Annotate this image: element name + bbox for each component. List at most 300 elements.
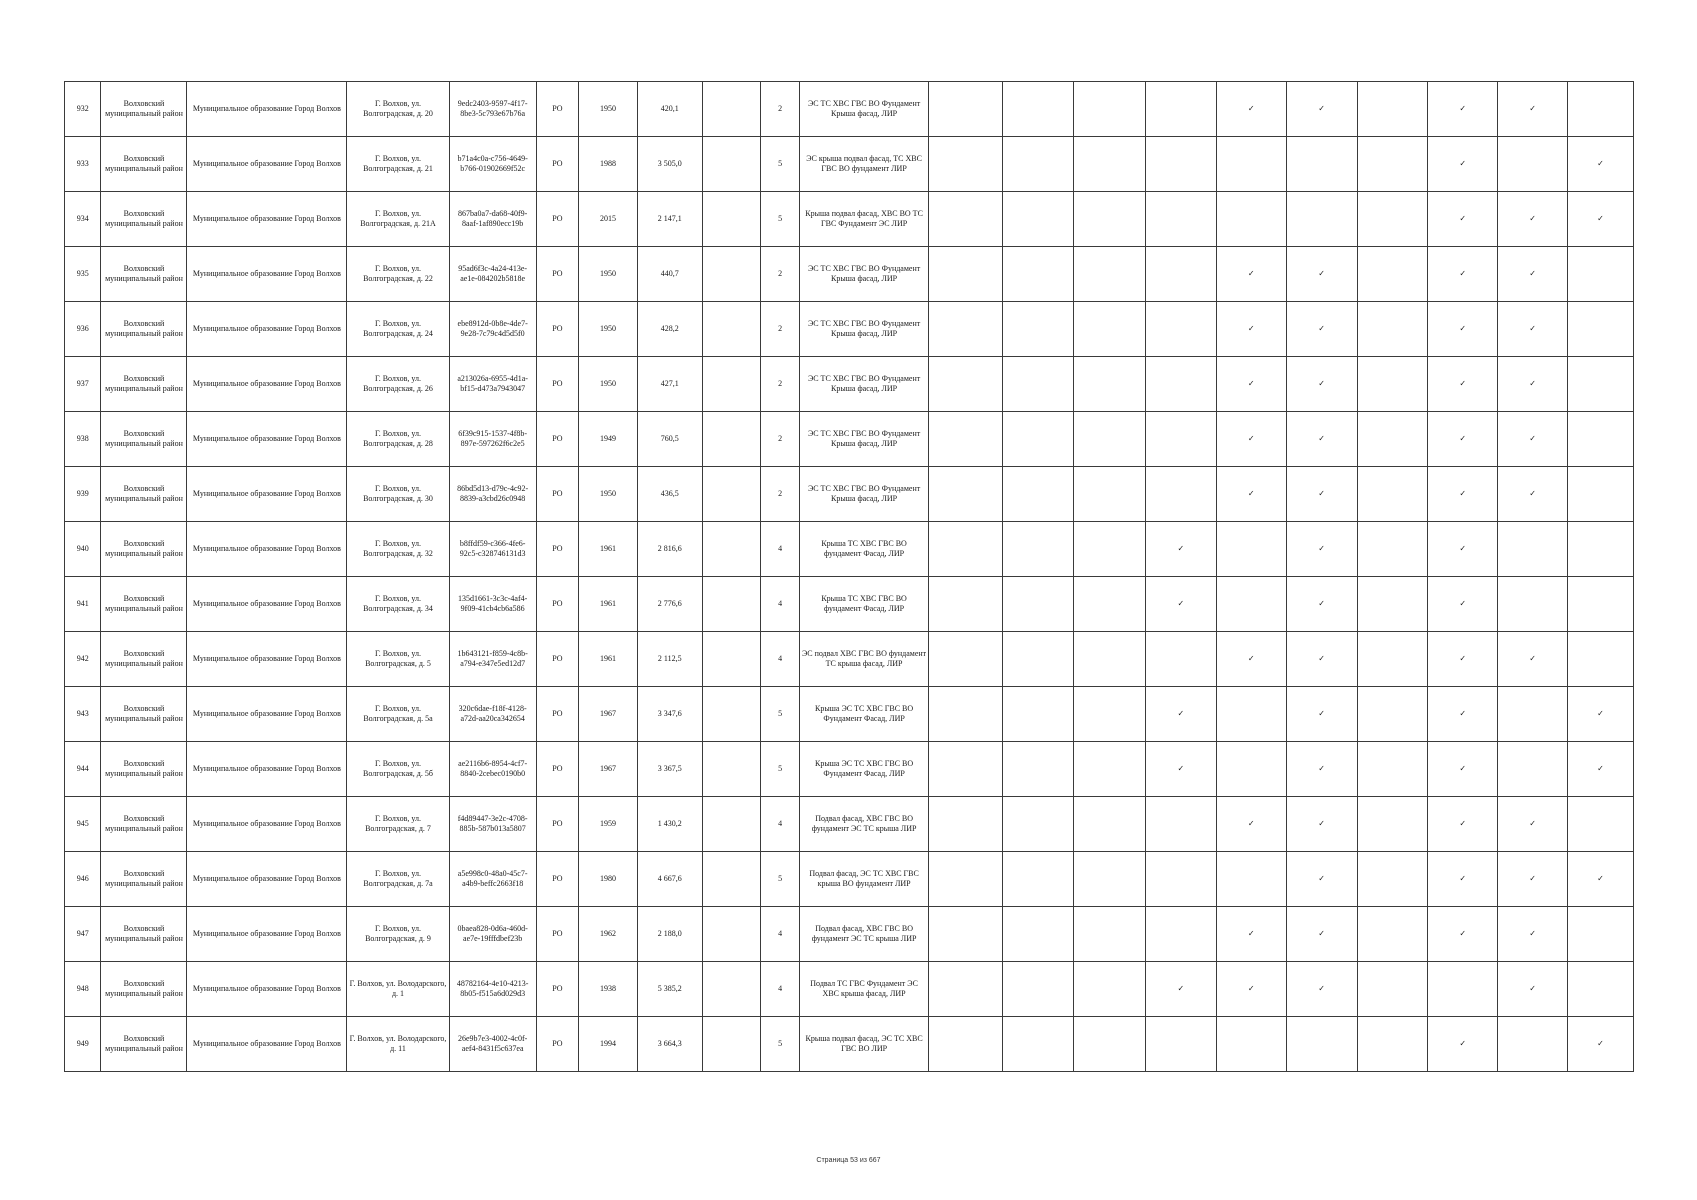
build-year-cell: 1950 (579, 302, 638, 357)
funding-type-cell: РО (536, 742, 579, 797)
check-mark-icon: ✓ (1498, 797, 1568, 852)
check-mark-icon: ✓ (1145, 742, 1216, 797)
empty-check-cell (929, 577, 1003, 632)
check-mark-icon: ✓ (1286, 302, 1357, 357)
table-row (65, 907, 1634, 962)
check-mark-icon: ✓ (1286, 577, 1357, 632)
house-guid-cell: 320c6dae-f18f-4128-a72d-aa20ca342654 (449, 687, 536, 742)
district-cell: Волховский муниципальный район (101, 577, 187, 632)
check-mark-icon: ✓ (1286, 797, 1357, 852)
table-body (65, 82, 1634, 1072)
funding-type-cell: РО (536, 687, 579, 742)
works-list-cell: ЭС ТС ХВС ГВС ВО Фундамент Крыша фасад, ЛИР (799, 247, 929, 302)
empty-check-cell (1357, 577, 1428, 632)
table-row (65, 467, 1634, 522)
total-area-cell: 2 112,5 (637, 632, 702, 687)
works-list-cell: Крыша ЭС ТС ХВС ГВС ВО Фундамент Фасад, ЛИР (799, 742, 929, 797)
check-mark-icon: ✓ (1286, 522, 1357, 577)
house-guid-cell: ebe8912d-0b8e-4de7-9e28-7c79c4d5d5f0 (449, 302, 536, 357)
empty-check-cell (1286, 137, 1357, 192)
works-list-cell: ЭС ТС ХВС ГВС ВО Фундамент Крыша фасад, ЛИР (799, 412, 929, 467)
district-cell: Волховский муниципальный район (101, 467, 187, 522)
empty-check-cell (1074, 522, 1146, 577)
empty-check-cell (1003, 687, 1074, 742)
row-number: 932 (65, 82, 101, 137)
floors-cell: 5 (761, 852, 799, 907)
empty-check-cell (1357, 907, 1428, 962)
check-mark-icon: ✓ (1498, 82, 1568, 137)
empty-check-cell (1357, 412, 1428, 467)
empty-check-cell (1145, 412, 1216, 467)
works-list-cell: ЭС ТС ХВС ГВС ВО Фундамент Крыша фасад, ЛИР (799, 302, 929, 357)
district-cell: Волховский муниципальный район (101, 302, 187, 357)
empty-check-cell (1568, 357, 1634, 412)
empty-check-cell (929, 192, 1003, 247)
empty-cell (702, 687, 761, 742)
address-cell: Г. Волхов, ул. Володарского, д. 1 (347, 962, 449, 1017)
works-list-cell: ЭС ТС ХВС ГВС ВО Фундамент Крыша фасад, ЛИР (799, 82, 929, 137)
empty-check-cell (1357, 357, 1428, 412)
check-mark-icon: ✓ (1568, 192, 1634, 247)
row-number: 936 (65, 302, 101, 357)
empty-check-cell (1357, 302, 1428, 357)
house-guid-cell: a213026a-6955-4d1a-bf15-d473a7943047 (449, 357, 536, 412)
empty-check-cell (929, 522, 1003, 577)
empty-check-cell (1498, 137, 1568, 192)
empty-check-cell (1568, 522, 1634, 577)
row-number: 934 (65, 192, 101, 247)
floors-cell: 4 (761, 632, 799, 687)
check-mark-icon: ✓ (1428, 852, 1498, 907)
district-cell: Волховский муниципальный район (101, 192, 187, 247)
municipality-cell: Муниципальное образование Город Волхов (187, 82, 347, 137)
check-mark-icon: ✓ (1216, 412, 1286, 467)
funding-type-cell: РО (536, 467, 579, 522)
house-guid-cell: b71a4c0a-c756-4649-b766-01902669f52c (449, 137, 536, 192)
table-row (65, 852, 1634, 907)
empty-check-cell (1145, 797, 1216, 852)
table-row (65, 302, 1634, 357)
funding-type-cell: РО (536, 852, 579, 907)
address-cell: Г. Волхов, ул. Волгоградская, д. 24 (347, 302, 449, 357)
capital-repair-table (64, 81, 1634, 1072)
works-list-cell: Подвал ТС ГВС Фундамент ЭС ХВС крыша фасад, ЛИР (799, 962, 929, 1017)
check-mark-icon: ✓ (1568, 137, 1634, 192)
municipality-cell: Муниципальное образование Город Волхов (187, 357, 347, 412)
works-list-cell: Подвал фасад, ЭС ТС ХВС ГВС крыша ВО фундамент ЛИР (799, 852, 929, 907)
table-row (65, 192, 1634, 247)
total-area-cell: 760,5 (637, 412, 702, 467)
empty-check-cell (1568, 632, 1634, 687)
district-cell: Волховский муниципальный район (101, 632, 187, 687)
build-year-cell: 1961 (579, 632, 638, 687)
check-mark-icon: ✓ (1145, 687, 1216, 742)
empty-check-cell (1216, 742, 1286, 797)
table-row (65, 82, 1634, 137)
empty-check-cell (1357, 82, 1428, 137)
empty-check-cell (1074, 687, 1146, 742)
build-year-cell: 1950 (579, 247, 638, 302)
build-year-cell: 1938 (579, 962, 638, 1017)
district-cell: Волховский муниципальный район (101, 742, 187, 797)
empty-cell (702, 522, 761, 577)
empty-cell (702, 467, 761, 522)
check-mark-icon: ✓ (1498, 632, 1568, 687)
house-guid-cell: 95ad6f3c-4a24-413e-ae1e-084202b5818e (449, 247, 536, 302)
works-list-cell: Крыша ЭС ТС ХВС ГВС ВО Фундамент Фасад, ЛИР (799, 687, 929, 742)
row-number: 942 (65, 632, 101, 687)
empty-check-cell (929, 1017, 1003, 1072)
empty-check-cell (1145, 192, 1216, 247)
empty-check-cell (1145, 852, 1216, 907)
check-mark-icon: ✓ (1145, 522, 1216, 577)
empty-check-cell (1568, 82, 1634, 137)
check-mark-icon: ✓ (1286, 852, 1357, 907)
empty-check-cell (1074, 742, 1146, 797)
empty-check-cell (1568, 467, 1634, 522)
check-mark-icon: ✓ (1498, 852, 1568, 907)
empty-check-cell (1498, 522, 1568, 577)
build-year-cell: 1988 (579, 137, 638, 192)
municipality-cell: Муниципальное образование Город Волхов (187, 137, 347, 192)
house-guid-cell: 86bd5d13-d79c-4c92-8839-a3cbd26c0948 (449, 467, 536, 522)
build-year-cell: 1950 (579, 357, 638, 412)
empty-check-cell (1145, 632, 1216, 687)
build-year-cell: 1980 (579, 852, 638, 907)
empty-check-cell (1216, 192, 1286, 247)
address-cell: Г. Волхов, ул. Волгоградская, д. 5 (347, 632, 449, 687)
empty-check-cell (1216, 577, 1286, 632)
municipality-cell: Муниципальное образование Город Волхов (187, 412, 347, 467)
check-mark-icon: ✓ (1568, 1017, 1634, 1072)
funding-type-cell: РО (536, 302, 579, 357)
funding-type-cell: РО (536, 962, 579, 1017)
check-mark-icon: ✓ (1286, 907, 1357, 962)
municipality-cell: Муниципальное образование Город Волхов (187, 687, 347, 742)
empty-check-cell (1074, 797, 1146, 852)
table-row (65, 247, 1634, 302)
check-mark-icon: ✓ (1216, 962, 1286, 1017)
empty-check-cell (1216, 687, 1286, 742)
funding-type-cell: РО (536, 907, 579, 962)
empty-check-cell (1003, 797, 1074, 852)
municipality-cell: Муниципальное образование Город Волхов (187, 797, 347, 852)
house-guid-cell: 6f39c915-1537-4f8b-897e-597262f6c2e5 (449, 412, 536, 467)
total-area-cell: 2 816,6 (637, 522, 702, 577)
district-cell: Волховский муниципальный район (101, 412, 187, 467)
address-cell: Г. Волхов, ул. Володарского, д. 11 (347, 1017, 449, 1072)
works-list-cell: Подвал фасад, ХВС ГВС ВО фундамент ЭС ТС крыша ЛИР (799, 797, 929, 852)
row-number: 940 (65, 522, 101, 577)
check-mark-icon: ✓ (1286, 467, 1357, 522)
funding-type-cell: РО (536, 577, 579, 632)
works-list-cell: Подвал фасад, ХВС ГВС ВО фундамент ЭС ТС крыша ЛИР (799, 907, 929, 962)
empty-check-cell (1568, 302, 1634, 357)
empty-check-cell (1357, 632, 1428, 687)
check-mark-icon: ✓ (1286, 247, 1357, 302)
table-row (65, 962, 1634, 1017)
empty-check-cell (1003, 247, 1074, 302)
empty-check-cell (929, 302, 1003, 357)
district-cell: Волховский муниципальный район (101, 962, 187, 1017)
empty-check-cell (1003, 137, 1074, 192)
empty-cell (702, 962, 761, 1017)
empty-check-cell (1074, 192, 1146, 247)
empty-cell (702, 412, 761, 467)
empty-check-cell (1074, 302, 1146, 357)
empty-check-cell (1357, 852, 1428, 907)
empty-check-cell (1498, 687, 1568, 742)
row-number: 935 (65, 247, 101, 302)
check-mark-icon: ✓ (1216, 797, 1286, 852)
check-mark-icon: ✓ (1216, 302, 1286, 357)
check-mark-icon: ✓ (1216, 632, 1286, 687)
funding-type-cell: РО (536, 137, 579, 192)
build-year-cell: 1967 (579, 742, 638, 797)
check-mark-icon: ✓ (1428, 467, 1498, 522)
empty-cell (702, 742, 761, 797)
house-guid-cell: a5e998c0-48a0-45c7-a4b9-beffc2663f18 (449, 852, 536, 907)
row-number: 943 (65, 687, 101, 742)
check-mark-icon: ✓ (1145, 962, 1216, 1017)
works-list-cell: Крыша ТС ХВС ГВС ВО фундамент Фасад, ЛИР (799, 522, 929, 577)
empty-cell (702, 82, 761, 137)
empty-check-cell (1003, 742, 1074, 797)
check-mark-icon: ✓ (1428, 357, 1498, 412)
funding-type-cell: РО (536, 1017, 579, 1072)
empty-cell (702, 577, 761, 632)
empty-check-cell (1003, 192, 1074, 247)
empty-check-cell (1003, 302, 1074, 357)
check-mark-icon: ✓ (1428, 522, 1498, 577)
build-year-cell: 1967 (579, 687, 638, 742)
municipality-cell: Муниципальное образование Город Волхов (187, 852, 347, 907)
empty-cell (702, 357, 761, 412)
district-cell: Волховский муниципальный район (101, 82, 187, 137)
empty-check-cell (1003, 1017, 1074, 1072)
empty-cell (702, 1017, 761, 1072)
empty-check-cell (1003, 852, 1074, 907)
check-mark-icon: ✓ (1216, 82, 1286, 137)
check-mark-icon: ✓ (1216, 247, 1286, 302)
funding-type-cell: РО (536, 247, 579, 302)
check-mark-icon: ✓ (1286, 412, 1357, 467)
house-guid-cell: 48782164-4e10-4213-8b05-f515a6d029d3 (449, 962, 536, 1017)
floors-cell: 4 (761, 522, 799, 577)
row-number: 944 (65, 742, 101, 797)
municipality-cell: Муниципальное образование Город Волхов (187, 247, 347, 302)
floors-cell: 5 (761, 192, 799, 247)
empty-check-cell (1145, 907, 1216, 962)
check-mark-icon: ✓ (1498, 412, 1568, 467)
empty-check-cell (1568, 247, 1634, 302)
empty-check-cell (1568, 962, 1634, 1017)
empty-check-cell (1074, 82, 1146, 137)
row-number: 946 (65, 852, 101, 907)
empty-check-cell (1286, 192, 1357, 247)
row-number: 937 (65, 357, 101, 412)
empty-check-cell (1357, 192, 1428, 247)
check-mark-icon: ✓ (1568, 687, 1634, 742)
empty-check-cell (1357, 1017, 1428, 1072)
empty-check-cell (929, 412, 1003, 467)
check-mark-icon: ✓ (1498, 192, 1568, 247)
empty-check-cell (1145, 467, 1216, 522)
empty-check-cell (929, 247, 1003, 302)
address-cell: Г. Волхов, ул. Волгоградская, д. 34 (347, 577, 449, 632)
empty-check-cell (1498, 577, 1568, 632)
empty-check-cell (1003, 522, 1074, 577)
check-mark-icon: ✓ (1428, 302, 1498, 357)
total-area-cell: 420,1 (637, 82, 702, 137)
table-row (65, 797, 1634, 852)
table-row (65, 577, 1634, 632)
build-year-cell: 1959 (579, 797, 638, 852)
row-number: 947 (65, 907, 101, 962)
municipality-cell: Муниципальное образование Город Волхов (187, 962, 347, 1017)
row-number: 945 (65, 797, 101, 852)
check-mark-icon: ✓ (1216, 357, 1286, 412)
address-cell: Г. Волхов, ул. Волгоградская, д. 22 (347, 247, 449, 302)
address-cell: Г. Волхов, ул. Волгоградская, д. 32 (347, 522, 449, 577)
floors-cell: 4 (761, 577, 799, 632)
page-number: Страница 53 из 667 (816, 1157, 881, 1164)
house-guid-cell: 26e9b7e3-4002-4c0f-aef4-8431f5c637ea (449, 1017, 536, 1072)
build-year-cell: 1961 (579, 522, 638, 577)
empty-check-cell (1357, 522, 1428, 577)
district-cell: Волховский муниципальный район (101, 907, 187, 962)
district-cell: Волховский муниципальный район (101, 852, 187, 907)
address-cell: Г. Волхов, ул. Волгоградская, д. 5б (347, 742, 449, 797)
empty-check-cell (1357, 962, 1428, 1017)
check-mark-icon: ✓ (1428, 797, 1498, 852)
empty-check-cell (929, 852, 1003, 907)
address-cell: Г. Волхов, ул. Волгоградская, д. 7а (347, 852, 449, 907)
municipality-cell: Муниципальное образование Город Волхов (187, 632, 347, 687)
floors-cell: 2 (761, 302, 799, 357)
address-cell: Г. Волхов, ул. Волгоградская, д. 20 (347, 82, 449, 137)
empty-check-cell (1498, 1017, 1568, 1072)
total-area-cell: 427,1 (637, 357, 702, 412)
funding-type-cell: РО (536, 192, 579, 247)
table-row (65, 742, 1634, 797)
funding-type-cell: РО (536, 82, 579, 137)
house-guid-cell: ae2116b6-8954-4cf7-8840-2cebec0190b0 (449, 742, 536, 797)
municipality-cell: Муниципальное образование Город Волхов (187, 742, 347, 797)
total-area-cell: 1 430,2 (637, 797, 702, 852)
empty-check-cell (1003, 357, 1074, 412)
total-area-cell: 436,5 (637, 467, 702, 522)
total-area-cell: 3 505,0 (637, 137, 702, 192)
district-cell: Волховский муниципальный район (101, 687, 187, 742)
empty-cell (702, 302, 761, 357)
empty-check-cell (1286, 1017, 1357, 1072)
works-list-cell: Крыша ТС ХВС ГВС ВО фундамент Фасад, ЛИР (799, 577, 929, 632)
address-cell: Г. Волхов, ул. Волгоградская, д. 26 (347, 357, 449, 412)
empty-check-cell (1003, 412, 1074, 467)
empty-check-cell (1428, 962, 1498, 1017)
house-guid-cell: 0baea828-0d6a-460d-ae7e-19fffdbef23b (449, 907, 536, 962)
municipality-cell: Муниципальное образование Город Волхов (187, 1017, 347, 1072)
floors-cell: 2 (761, 247, 799, 302)
check-mark-icon: ✓ (1428, 412, 1498, 467)
floors-cell: 2 (761, 412, 799, 467)
works-list-cell: ЭС ТС ХВС ГВС ВО Фундамент Крыша фасад, ЛИР (799, 357, 929, 412)
check-mark-icon: ✓ (1428, 632, 1498, 687)
works-list-cell: ЭС ТС ХВС ГВС ВО Фундамент Крыша фасад, ЛИР (799, 467, 929, 522)
check-mark-icon: ✓ (1498, 467, 1568, 522)
check-mark-icon: ✓ (1428, 247, 1498, 302)
address-cell: Г. Волхов, ул. Волгоградская, д. 30 (347, 467, 449, 522)
empty-check-cell (929, 357, 1003, 412)
house-guid-cell: 867ba0a7-da68-40f9-8aaf-1af890ecc19b (449, 192, 536, 247)
empty-check-cell (1568, 412, 1634, 467)
total-area-cell: 440,7 (637, 247, 702, 302)
empty-check-cell (1145, 247, 1216, 302)
municipality-cell: Муниципальное образование Город Волхов (187, 577, 347, 632)
district-cell: Волховский муниципальный район (101, 357, 187, 412)
floors-cell: 5 (761, 137, 799, 192)
build-year-cell: 1994 (579, 1017, 638, 1072)
total-area-cell: 4 667,6 (637, 852, 702, 907)
row-number: 941 (65, 577, 101, 632)
check-mark-icon: ✓ (1428, 82, 1498, 137)
floors-cell: 5 (761, 1017, 799, 1072)
check-mark-icon: ✓ (1428, 687, 1498, 742)
empty-check-cell (1357, 742, 1428, 797)
funding-type-cell: РО (536, 412, 579, 467)
empty-check-cell (1357, 687, 1428, 742)
check-mark-icon: ✓ (1568, 852, 1634, 907)
house-guid-cell: b8ffdf59-c366-4fe6-92c5-c328746131d3 (449, 522, 536, 577)
municipality-cell: Муниципальное образование Город Волхов (187, 522, 347, 577)
floors-cell: 5 (761, 687, 799, 742)
empty-check-cell (1216, 137, 1286, 192)
works-list-cell: ЭС крыша подвал фасад, ТС ХВС ГВС ВО фундамент ЛИР (799, 137, 929, 192)
works-list-cell: ЭС подвал ХВС ГВС ВО фундамент ТС крыша фасад, ЛИР (799, 632, 929, 687)
empty-check-cell (1145, 82, 1216, 137)
check-mark-icon: ✓ (1286, 357, 1357, 412)
floors-cell: 2 (761, 357, 799, 412)
municipality-cell: Муниципальное образование Город Волхов (187, 192, 347, 247)
empty-check-cell (1498, 742, 1568, 797)
empty-check-cell (1216, 522, 1286, 577)
row-number: 949 (65, 1017, 101, 1072)
table-row (65, 357, 1634, 412)
empty-check-cell (929, 687, 1003, 742)
empty-check-cell (1003, 907, 1074, 962)
empty-check-cell (1145, 357, 1216, 412)
empty-check-cell (1145, 1017, 1216, 1072)
empty-check-cell (929, 962, 1003, 1017)
check-mark-icon: ✓ (1428, 907, 1498, 962)
check-mark-icon: ✓ (1286, 632, 1357, 687)
empty-cell (702, 907, 761, 962)
address-cell: Г. Волхов, ул. Волгоградская, д. 21 (347, 137, 449, 192)
empty-check-cell (1216, 852, 1286, 907)
row-number: 939 (65, 467, 101, 522)
empty-check-cell (929, 907, 1003, 962)
empty-cell (702, 247, 761, 302)
empty-check-cell (1074, 632, 1146, 687)
municipality-cell: Муниципальное образование Город Волхов (187, 302, 347, 357)
floors-cell: 2 (761, 82, 799, 137)
empty-check-cell (1074, 962, 1146, 1017)
row-number: 933 (65, 137, 101, 192)
empty-check-cell (1074, 137, 1146, 192)
empty-cell (702, 632, 761, 687)
check-mark-icon: ✓ (1216, 907, 1286, 962)
